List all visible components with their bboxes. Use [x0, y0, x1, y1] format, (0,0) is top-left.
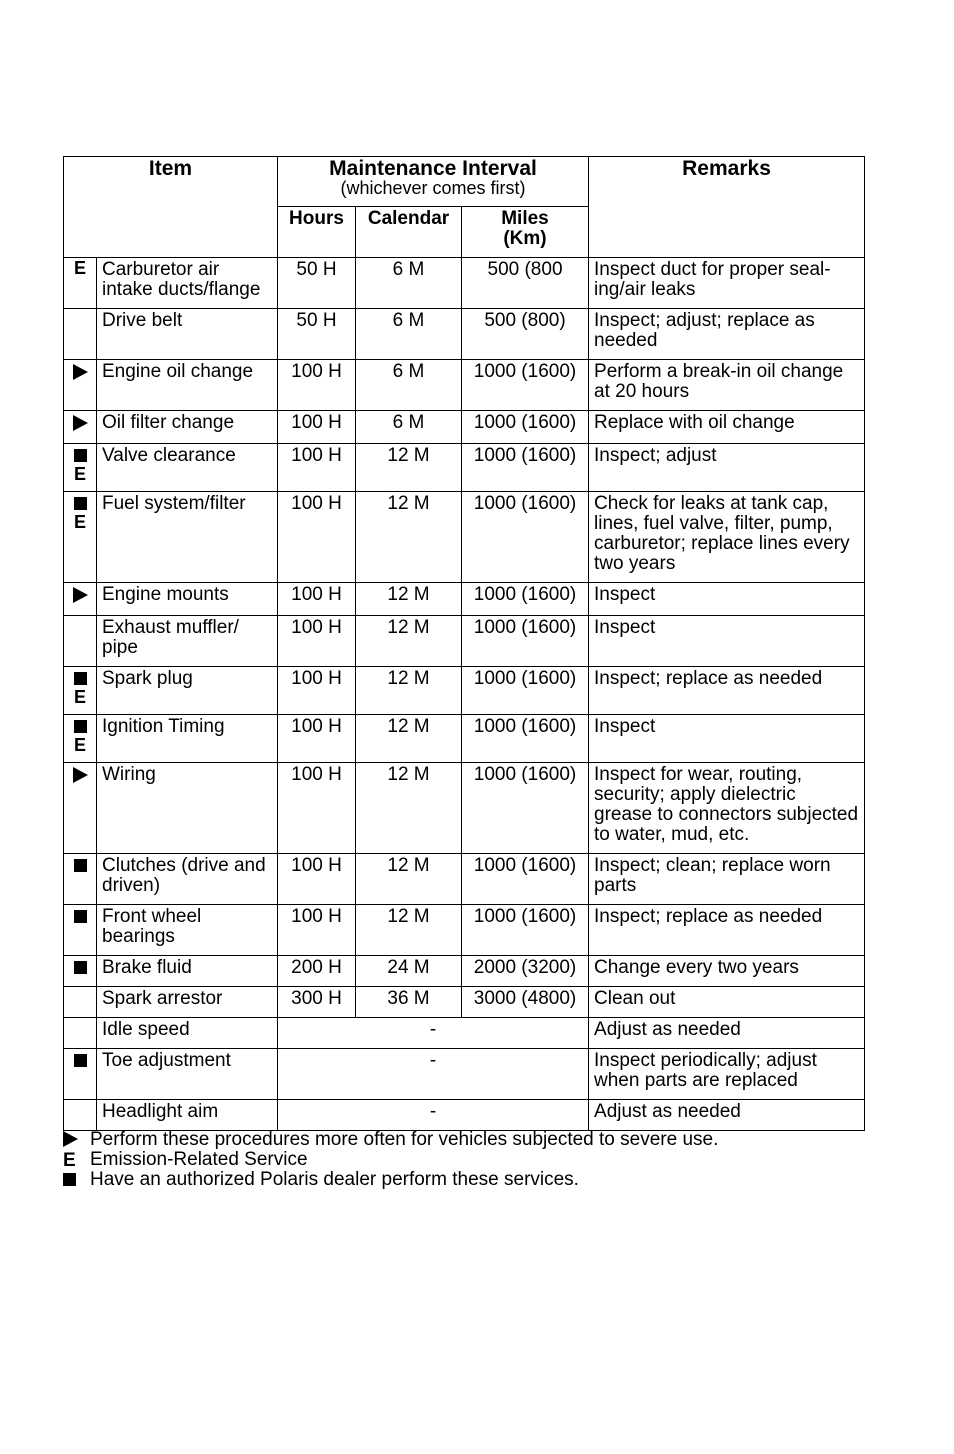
legend-symbol — [63, 1129, 90, 1152]
square-icon — [74, 449, 87, 462]
row-remarks: Change every two years — [589, 956, 865, 987]
row-symbol — [64, 1018, 97, 1049]
maintenance-table — [63, 156, 865, 1131]
row-remarks: Replace with oil change — [589, 411, 865, 444]
row-symbol — [64, 411, 97, 444]
row-symbol — [64, 583, 97, 616]
header-interval — [278, 157, 589, 207]
legend-item — [63, 1170, 718, 1190]
row-symbol — [64, 905, 97, 956]
row-symbol — [64, 309, 97, 360]
row-remarks: Inspect — [589, 583, 865, 616]
legend-text: Emission-Related Service — [90, 1149, 308, 1170]
row-interval: - — [278, 1049, 589, 1100]
row-calendar: 12 M — [356, 715, 462, 763]
table-body — [64, 258, 865, 1131]
row-hours: 100 H — [278, 444, 356, 492]
table-row — [64, 1049, 865, 1100]
row-item: Idle speed — [97, 1018, 278, 1049]
square-icon — [74, 720, 87, 733]
row-miles: 1000 (1600) — [462, 360, 589, 411]
header-item: Item — [64, 157, 278, 258]
row-calendar: 12 M — [356, 444, 462, 492]
table-row — [64, 1100, 865, 1131]
table-row — [64, 1018, 865, 1049]
row-remarks: Inspect; clean; replace worn parts — [589, 854, 865, 905]
row-item: Brake fluid — [97, 956, 278, 987]
triangle-icon — [73, 364, 88, 380]
row-symbol — [64, 956, 97, 987]
row-interval: - — [278, 1100, 589, 1131]
triangle-icon — [73, 767, 88, 783]
table-row — [64, 492, 865, 583]
row-hours: 100 H — [278, 667, 356, 715]
row-symbol — [64, 444, 97, 492]
row-item: Headlight aim — [97, 1100, 278, 1131]
row-item: Valve clearance — [97, 444, 278, 492]
row-miles: 1000 (1600) — [462, 854, 589, 905]
row-miles: 1000 (1600) — [462, 667, 589, 715]
row-item: Toe adjustment — [97, 1049, 278, 1100]
row-remarks: Inspect; replace as needed — [589, 667, 865, 715]
row-calendar: 12 M — [356, 854, 462, 905]
table-row — [64, 309, 865, 360]
square-icon — [74, 910, 87, 923]
row-calendar: 36 M — [356, 987, 462, 1018]
row-hours: 300 H — [278, 987, 356, 1018]
row-miles: 500 (800) — [462, 309, 589, 360]
row-hours: 100 H — [278, 905, 356, 956]
row-remarks: Inspect; adjust; replace as needed — [589, 309, 865, 360]
row-miles: 1000 (1600) — [462, 616, 589, 667]
row-remarks: Inspect for wear, routing, security; apply dielectric grease to connectors subjected to water, mud, etc. — [589, 763, 865, 854]
row-hours: 200 H — [278, 956, 356, 987]
row-symbol — [64, 1049, 97, 1100]
row-hours: 100 H — [278, 411, 356, 444]
legend-symbol — [63, 1149, 90, 1171]
square-icon — [74, 859, 87, 872]
header-miles — [462, 207, 589, 258]
legend-text: Have an authorized Polaris dealer perform these services. — [90, 1169, 579, 1190]
header-calendar: Calendar — [356, 207, 462, 258]
table-row — [64, 905, 865, 956]
row-remarks: Inspect — [589, 715, 865, 763]
row-calendar: 12 M — [356, 667, 462, 715]
square-icon — [74, 1054, 87, 1067]
row-miles: 1000 (1600) — [462, 411, 589, 444]
row-remarks: Inspect; replace as needed — [589, 905, 865, 956]
row-item: Carburetor air intake ducts/flange — [97, 258, 278, 309]
triangle-icon — [73, 587, 88, 603]
row-calendar: 6 M — [356, 309, 462, 360]
square-icon — [74, 497, 87, 510]
row-remarks: Inspect — [589, 616, 865, 667]
row-hours: 100 H — [278, 616, 356, 667]
row-calendar: 6 M — [356, 360, 462, 411]
row-remarks: Perform a break-in oil change at 20 hours — [589, 360, 865, 411]
row-calendar: 12 M — [356, 583, 462, 616]
row-miles: 500 (800 — [462, 258, 589, 309]
square-icon — [63, 1173, 76, 1186]
row-calendar: 12 M — [356, 763, 462, 854]
table-row — [64, 987, 865, 1018]
header-interval-title: Maintenance Interval — [329, 157, 537, 180]
row-miles: 1000 (1600) — [462, 905, 589, 956]
header-km-label: (Km) — [503, 228, 547, 249]
emission-icon: E — [73, 687, 86, 707]
emission-icon: E — [73, 464, 86, 484]
emission-icon: E — [73, 512, 86, 532]
row-calendar: 24 M — [356, 956, 462, 987]
row-calendar: 12 M — [356, 492, 462, 583]
legend-symbol — [63, 1170, 90, 1191]
table-row — [64, 360, 865, 411]
table-row — [64, 956, 865, 987]
row-item: Ignition Timing — [97, 715, 278, 763]
table-row — [64, 616, 865, 667]
table-row — [64, 583, 865, 616]
header-interval-note: (whichever comes first) — [340, 178, 526, 198]
row-item: Engine mounts — [97, 583, 278, 616]
row-item: Spark arrestor — [97, 987, 278, 1018]
legend-text: Perform these procedures more often for vehicles subjected to severe use. — [90, 1129, 719, 1150]
row-item: Engine oil change — [97, 360, 278, 411]
row-calendar: 6 M — [356, 411, 462, 444]
row-symbol — [64, 987, 97, 1018]
row-hours: 50 H — [278, 258, 356, 309]
row-miles: 2000 (3200) — [462, 956, 589, 987]
row-symbol — [64, 667, 97, 715]
row-remarks: Inspect; adjust — [589, 444, 865, 492]
emission-icon: E — [73, 258, 86, 278]
table-row — [64, 258, 865, 309]
row-hours: 100 H — [278, 763, 356, 854]
row-item: Clutches (drive and driven) — [97, 854, 278, 905]
row-miles: 1000 (1600) — [462, 763, 589, 854]
row-calendar: 12 M — [356, 616, 462, 667]
row-miles: 1000 (1600) — [462, 492, 589, 583]
row-hours: 100 H — [278, 583, 356, 616]
table-row — [64, 667, 865, 715]
row-symbol — [64, 616, 97, 667]
square-icon — [74, 672, 87, 685]
row-symbol — [64, 715, 97, 763]
row-interval: - — [278, 1018, 589, 1049]
legend-item — [63, 1150, 718, 1170]
legend-item — [63, 1130, 718, 1150]
row-miles: 1000 (1600) — [462, 583, 589, 616]
row-item: Front wheel bearings — [97, 905, 278, 956]
row-calendar: 12 M — [356, 905, 462, 956]
row-remarks: Inspect duct for proper seal-ing/air leaks — [589, 258, 865, 309]
row-item: Wiring — [97, 763, 278, 854]
square-icon — [74, 961, 87, 974]
row-miles: 1000 (1600) — [462, 715, 589, 763]
table-row — [64, 854, 865, 905]
row-item: Oil filter change — [97, 411, 278, 444]
row-remarks: Check for leaks at tank cap, lines, fuel valve, filter, pump, carburetor; replace lines every two years — [589, 492, 865, 583]
row-hours: 100 H — [278, 715, 356, 763]
header-miles-label: Miles — [501, 208, 549, 229]
row-calendar: 6 M — [356, 258, 462, 309]
row-hours: 100 H — [278, 854, 356, 905]
row-symbol — [64, 258, 97, 309]
row-symbol — [64, 492, 97, 583]
row-item: Exhaust muffler/ pipe — [97, 616, 278, 667]
header-hours: Hours — [278, 207, 356, 258]
row-remarks: Adjust as needed — [589, 1018, 865, 1049]
row-symbol — [64, 1100, 97, 1131]
row-hours: 100 H — [278, 360, 356, 411]
row-remarks: Adjust as needed — [589, 1100, 865, 1131]
row-remarks: Inspect periodically; adjust when parts are replaced — [589, 1049, 865, 1100]
row-item: Fuel system/filter — [97, 492, 278, 583]
row-hours: 50 H — [278, 309, 356, 360]
table-row — [64, 444, 865, 492]
row-remarks: Clean out — [589, 987, 865, 1018]
emission-icon: E — [63, 1149, 76, 1171]
header-remarks: Remarks — [589, 157, 865, 258]
legend — [63, 1130, 718, 1190]
triangle-icon — [73, 415, 88, 431]
row-item: Spark plug — [97, 667, 278, 715]
row-miles: 1000 (1600) — [462, 444, 589, 492]
emission-icon: E — [73, 735, 86, 755]
row-hours: 100 H — [278, 492, 356, 583]
row-symbol — [64, 854, 97, 905]
table-row — [64, 411, 865, 444]
row-symbol — [64, 360, 97, 411]
row-miles: 3000 (4800) — [462, 987, 589, 1018]
table-row — [64, 763, 865, 854]
table-row — [64, 715, 865, 763]
row-symbol — [64, 763, 97, 854]
row-item: Drive belt — [97, 309, 278, 360]
triangle-icon — [63, 1131, 78, 1147]
